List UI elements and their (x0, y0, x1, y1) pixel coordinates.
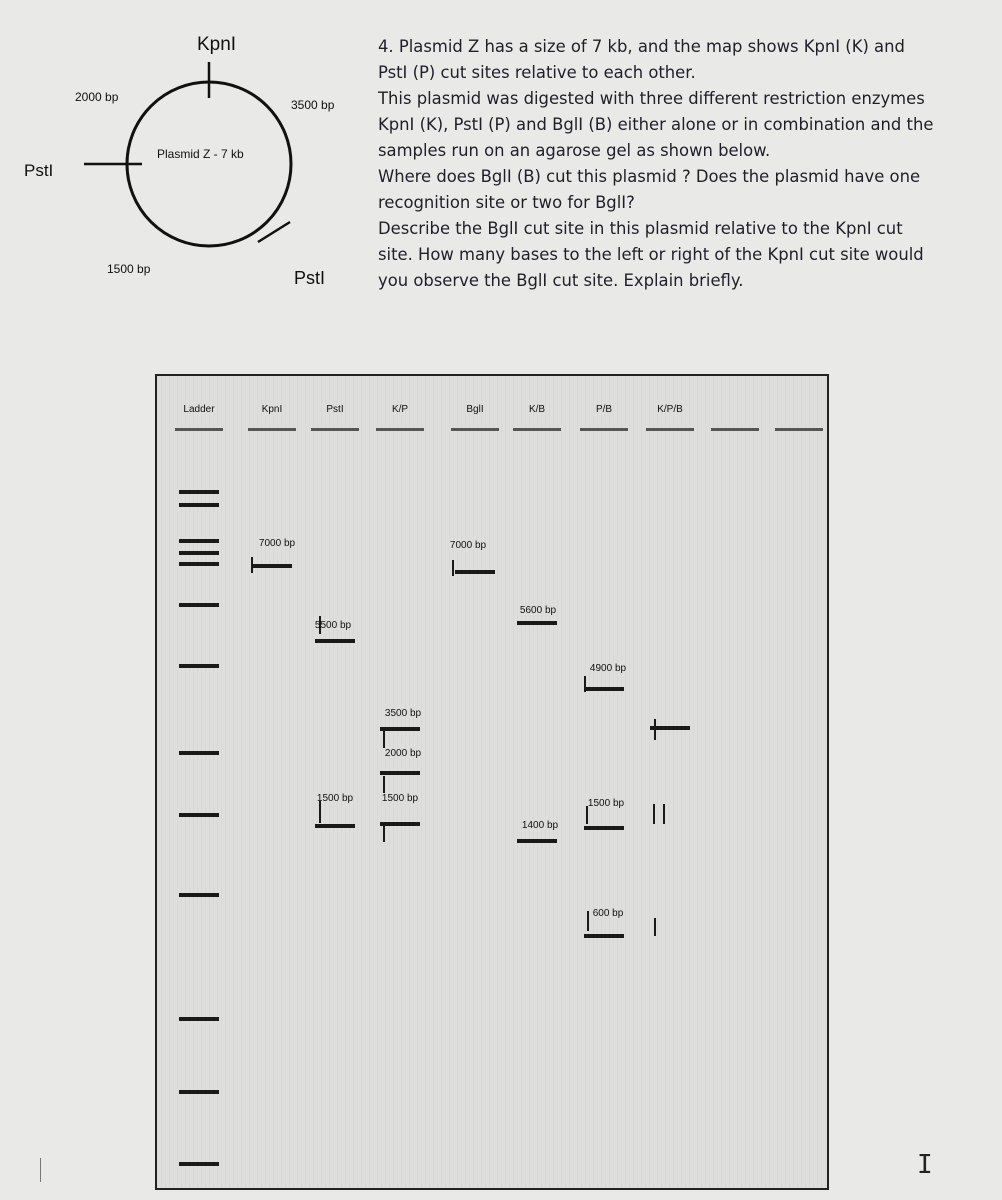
question-line: samples run on an agarose gel as shown below. (378, 141, 771, 160)
lane-label: P/B (595, 404, 613, 415)
lane-label: K/P (391, 404, 409, 415)
question-line: you observe the BglI cut site. Explain briefly. (378, 271, 744, 290)
gel-well (311, 428, 359, 431)
ladder-band (179, 490, 219, 494)
gel-drawing (157, 376, 827, 1188)
ladder-band (179, 503, 219, 507)
lane-label: PstI (326, 404, 344, 415)
band-size-label: 1500 bp (381, 793, 419, 804)
gel-well (451, 428, 499, 431)
question-text (378, 34, 978, 294)
question-line: KpnI (K), PstI (P) and BglI (B) either alone or in combination and the (378, 115, 934, 134)
pst-left-site-label: PstI (24, 161, 54, 180)
plasmid-circle (127, 82, 291, 246)
sample-band (380, 822, 420, 826)
band-size-label: 1500 bp (587, 798, 625, 809)
agarose-gel (155, 374, 829, 1190)
ladder-band (179, 751, 219, 755)
sample-band (315, 824, 355, 828)
kpn-site-label: KpnI (197, 34, 237, 55)
lane-label: Ladder (183, 404, 215, 415)
text-cursor-icon: I (917, 1150, 933, 1180)
question-line: Where does BglI (B) cut this plasmid ? Does the plasmid have one (378, 167, 921, 186)
gel-well (775, 428, 823, 431)
band-group (179, 490, 690, 1166)
ladder-band (179, 551, 219, 555)
question-line: recognition site or two for BglI? (378, 193, 635, 212)
sample-band (584, 934, 624, 938)
lane-label: K/P/B (657, 404, 683, 415)
band-size-label: 1500 bp (316, 793, 354, 804)
sample-band (380, 727, 420, 731)
ladder-band (179, 603, 219, 607)
sample-band (380, 771, 420, 775)
lane-label: K/B (528, 404, 546, 415)
sample-band (584, 687, 624, 691)
question-line: Describe the BglI cut site in this plasmid relative to the KpnI cut (378, 219, 903, 238)
ladder-band (179, 1090, 219, 1094)
ladder-band (179, 562, 219, 566)
band-size-label: 4900 bp (589, 663, 627, 674)
band-label-group (259, 538, 627, 919)
ladder-band (179, 1017, 219, 1021)
ladder-band (179, 1162, 219, 1166)
question-line: PstI (P) cut sites relative to each other. (378, 63, 696, 82)
ladder-band (179, 813, 219, 817)
plasmid-name-label: Plasmid Z - 7 kb (157, 147, 244, 161)
band-size-label: 3500 bp (384, 708, 422, 719)
band-size-label: 5500 bp (314, 620, 352, 631)
sample-band (584, 826, 624, 830)
gel-well (248, 428, 296, 431)
segment-2000-label: 2000 bp (75, 90, 119, 104)
ladder-band (179, 664, 219, 668)
pst-right-site-label: PstI (294, 268, 326, 288)
gel-well (513, 428, 561, 431)
sample-band (517, 621, 557, 625)
gel-well (376, 428, 424, 431)
band-size-label: 600 bp (592, 908, 624, 919)
question-line: site. How many bases to the left or right of the KpnI cut site would (378, 245, 924, 264)
band-size-label: 7000 bp (258, 538, 296, 549)
band-size-label: 1400 bp (521, 820, 559, 831)
well-group (175, 428, 823, 431)
segment-3500-label: 3500 bp (291, 98, 335, 112)
lane-label-group (183, 404, 683, 415)
lane-label: BglI (466, 404, 484, 415)
lane-label: KpnI (261, 404, 283, 415)
band-size-label: 5600 bp (519, 605, 557, 616)
question-line: 4. Plasmid Z has a size of 7 kb, and the map shows KpnI (K) and (378, 37, 905, 56)
edge-mark (40, 1158, 41, 1182)
gel-well (175, 428, 223, 431)
sample-band (252, 564, 292, 568)
sample-band (517, 839, 557, 843)
gel-well (711, 428, 759, 431)
segment-1500-label: 1500 bp (107, 262, 151, 276)
gel-well (580, 428, 628, 431)
ladder-band (179, 539, 219, 543)
sample-band (315, 639, 355, 643)
ladder-band (179, 893, 219, 897)
question-line: This plasmid was digested with three different restriction enzymes (378, 89, 925, 108)
band-size-label: 7000 bp (449, 540, 487, 551)
band-size-label: 2000 bp (384, 748, 422, 759)
gel-well (646, 428, 694, 431)
sample-band (455, 570, 495, 574)
